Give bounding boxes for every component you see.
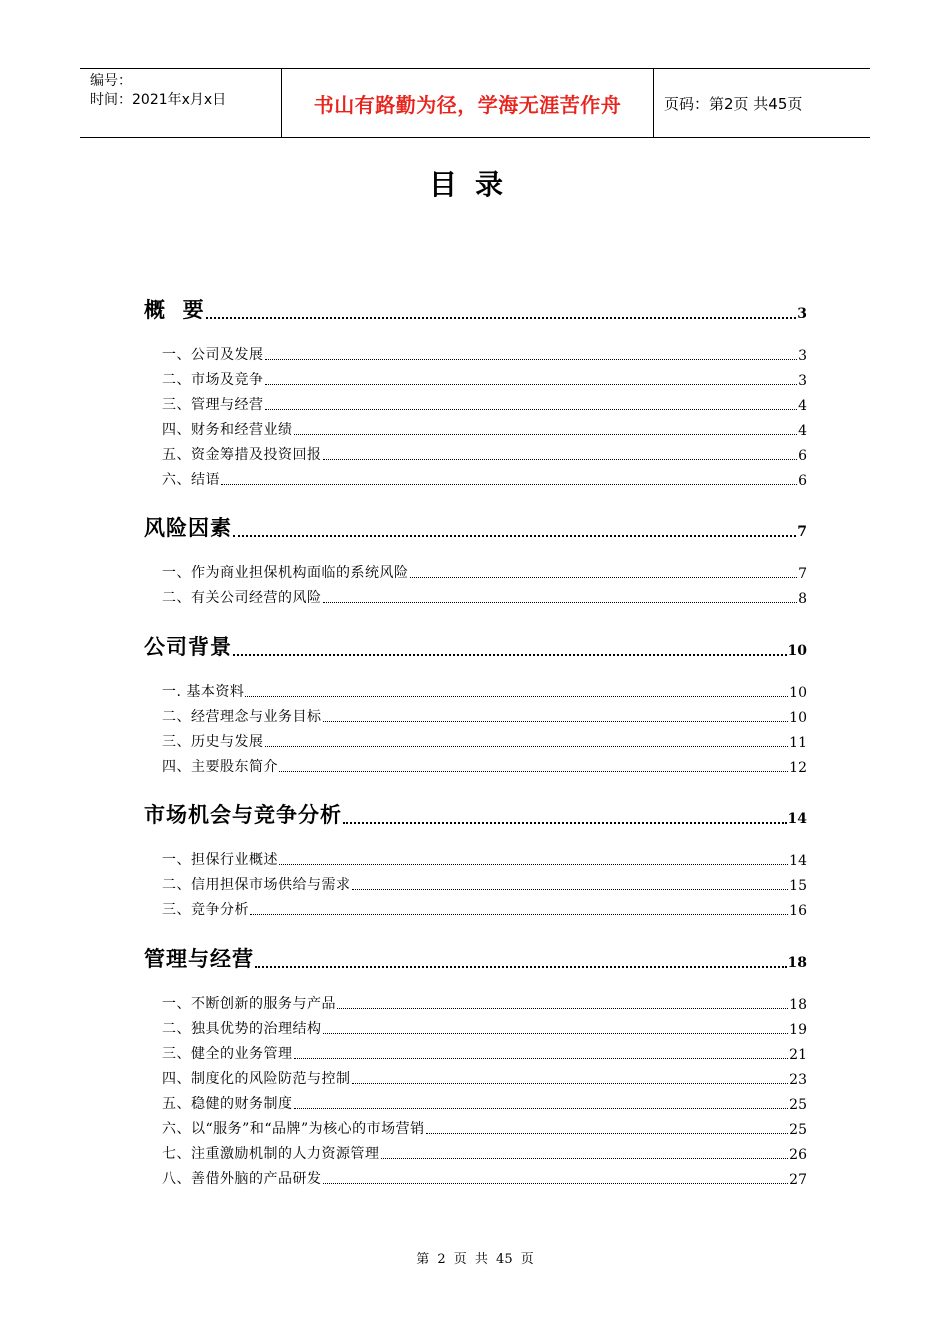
document-header [80,68,870,138]
toc-section-page: 14 [787,811,807,827]
toc-entry-page: 8 [798,591,807,607]
toc-entry[interactable] [162,849,807,869]
toc-entry[interactable] [162,1143,807,1163]
toc-entry[interactable] [162,681,807,701]
toc-entry[interactable] [162,1043,807,1063]
toc-entry[interactable] [162,394,807,414]
toc-entry-page: 14 [789,853,807,869]
toc-entry-label: 一. 基本资料 [162,684,245,700]
toc-entry[interactable] [162,1018,807,1038]
toc-entry[interactable] [162,1068,807,1088]
leader-dots [265,384,798,385]
toc-entry[interactable] [162,562,807,582]
toc-entry-label: 二、经营理念与业务目标 [162,709,322,725]
toc-entry[interactable] [162,899,807,919]
leader-dots [294,434,798,435]
toc-section-page: 7 [797,524,807,540]
toc-entry-page: 7 [798,566,807,582]
toc-section-label: 公司背景 [144,635,232,659]
leader-dots [221,484,797,485]
leader-dots [250,914,788,915]
toc-entry-page: 25 [789,1097,807,1113]
leader-dots [426,1133,789,1134]
leader-dots [337,1008,788,1009]
toc-entry-label: 六、以“服务”和“品牌”为核心的市场营销 [162,1121,425,1137]
toc-entry-page: 3 [798,348,807,364]
toc-entry-page: 12 [789,760,807,776]
toc-entry[interactable] [162,1168,807,1188]
toc-entry-page: 3 [798,373,807,389]
toc-entry-label: 四、主要股东简介 [162,759,278,775]
toc-section-label: 风险因素 [144,516,232,540]
toc-entry-page: 27 [789,1172,807,1188]
leader-dots [265,359,798,360]
time-label: 时间：2021年x月x日 [90,92,227,108]
leader-dots [265,746,789,747]
toc-entry[interactable] [162,469,807,489]
toc-entry[interactable] [162,731,807,751]
toc-entry[interactable] [162,993,807,1013]
header-meta [80,69,282,137]
toc-entry-label: 四、财务和经营业绩 [162,422,293,438]
toc-entry-page: 11 [789,735,807,751]
toc-section[interactable] [144,631,807,661]
toc-entry[interactable] [162,756,807,776]
toc-entry-label: 六、结语 [162,472,220,488]
leader-dots [279,771,788,772]
toc-entry-page: 19 [789,1022,807,1038]
toc-entry-label: 五、资金筹措及投资回报 [162,447,322,463]
leader-dots [265,409,798,410]
toc-entry-page: 10 [789,710,807,726]
toc-entry[interactable] [162,874,807,894]
leader-dots [279,864,788,865]
toc-entry-page: 16 [789,903,807,919]
toc-entry-label: 三、历史与发展 [162,734,264,750]
toc-entry[interactable] [162,419,807,439]
toc-entry-label: 七、注重激励机制的人力资源管理 [162,1146,380,1162]
toc-entry-label: 一、不断创新的服务与产品 [162,996,336,1012]
toc-section-label: 概 要 [144,298,205,322]
toc-entry[interactable] [162,444,807,464]
toc-entry[interactable] [162,706,807,726]
toc-entry[interactable] [162,1093,807,1113]
leader-dots [294,1058,789,1059]
toc-entry-label: 三、健全的业务管理 [162,1046,293,1062]
toc-entry[interactable] [162,369,807,389]
toc-entry-label: 三、管理与经营 [162,397,264,413]
toc-title: 目录 [428,168,521,201]
toc-entry-label: 五、稳健的财务制度 [162,1096,293,1112]
header-motto-cell [282,69,654,137]
leader-dots [206,317,797,319]
leader-dots [323,1033,789,1034]
toc-entry-page: 4 [798,398,807,414]
leader-dots [233,654,787,656]
toc-entry-page: 23 [789,1072,807,1088]
toc-entry-page: 21 [789,1047,807,1063]
toc-entry-label: 二、市场及竞争 [162,372,264,388]
page-footer: 第 2 页 共 45 页 [416,1252,534,1267]
toc-entry-label: 二、有关公司经营的风险 [162,590,322,606]
toc-section-page: 3 [797,306,807,322]
toc-section-label: 管理与经营 [144,947,254,971]
leader-dots [323,721,789,722]
toc-entry-label: 八、善借外脑的产品研发 [162,1171,322,1187]
header-page-info: 页码：第2页 共45页 [664,94,803,113]
leader-dots [343,822,787,824]
toc-entry-page: 6 [798,448,807,464]
toc-entry-label: 一、担保行业概述 [162,852,278,868]
leader-dots [352,889,789,890]
toc-section[interactable] [144,799,807,829]
toc-entry-label: 一、公司及发展 [162,347,264,363]
leader-dots [352,1083,789,1084]
leader-dots [323,1183,789,1184]
toc-entry-page: 25 [789,1122,807,1138]
number-label: 编号： [90,73,132,89]
leader-dots [410,577,798,578]
leader-dots [381,1158,789,1159]
leader-dots [233,535,796,537]
leader-dots [323,459,798,460]
toc-entry-label: 三、竞争分析 [162,902,249,918]
toc-entry[interactable] [162,1118,807,1138]
leader-dots [245,696,788,697]
toc-entry[interactable] [162,587,807,607]
toc-section[interactable] [144,943,807,973]
toc-section[interactable] [144,512,807,542]
leader-dots [255,966,787,968]
toc-entry[interactable] [162,344,807,364]
toc-entry-page: 10 [789,685,807,701]
toc-entry-page: 26 [789,1147,807,1163]
toc-section-label: 市场机会与竞争分析 [144,803,342,827]
toc-entry-label: 二、信用担保市场供给与需求 [162,877,351,893]
toc-entry-label: 一、作为商业担保机构面临的系统风险 [162,565,409,581]
toc-entry-page: 18 [789,997,807,1013]
toc-section[interactable] [144,294,807,324]
toc-entry-page: 4 [798,423,807,439]
motto: 书山有路勤为径，学海无涯苦作舟 [313,92,622,117]
toc-entry-page: 15 [789,878,807,894]
leader-dots [323,602,798,603]
leader-dots [294,1108,789,1109]
toc-section-page: 10 [787,643,807,659]
toc-section-page: 18 [787,955,807,971]
toc-entry-label: 二、独具优势的治理结构 [162,1021,322,1037]
toc-entry-label: 四、制度化的风险防范与控制 [162,1071,351,1087]
toc-entry-page: 6 [798,473,807,489]
